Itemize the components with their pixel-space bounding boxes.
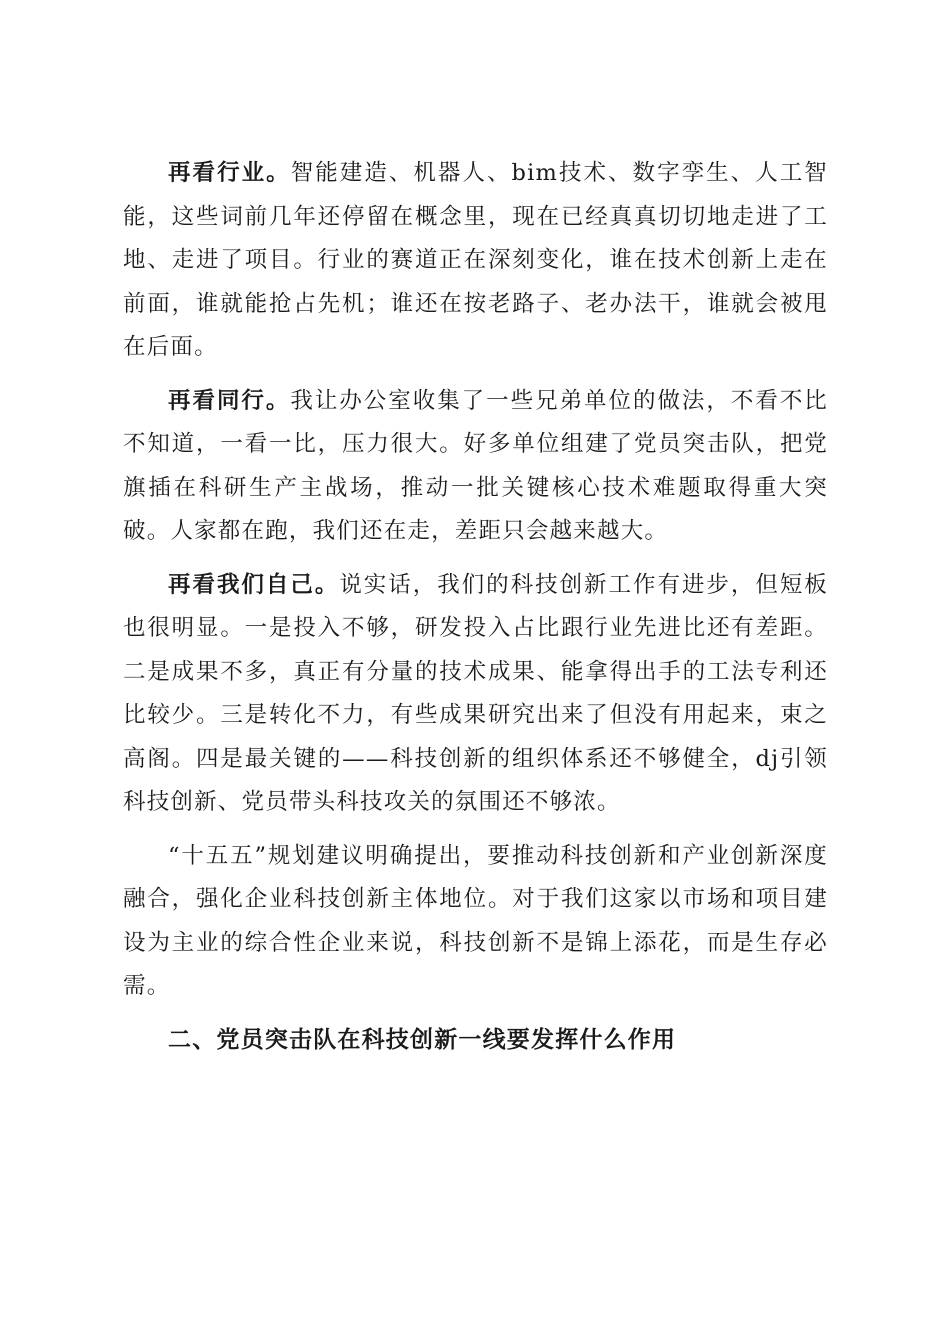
paragraph-text: 说实话，我们的科技创新工作有进步，但短板也很明显。一是投入不够，研发投入占比跟行业先进比还有差距。二是成果不多，真正有分量的技术成果、能拿得出手的工法专利还比较少。三是转化不力，有些成果研究出来了但没有用起来，束之高阁。四是最关键的——科技创新的组织体系还不够健全，dj引领科技创新、党员带头科技攻关的氛围还不够浓。 — [123, 571, 828, 815]
paragraph-lead: 再看我们自己。 — [168, 571, 340, 598]
paragraph-ourselves — [123, 564, 828, 825]
paragraph-lead: 再看行业。 — [168, 160, 291, 186]
paragraph-text: 我让办公室收集了一些兄弟单位的做法，不看不比不知道，一看一比，压力很大。好多单位组建了党员突击队，把党旗插在科研生产主战场，推动一批关键核心技术难题取得重大突破。人家都在跑，我们还在走，差距只会越来越大。 — [123, 387, 828, 544]
document-body — [123, 152, 828, 1072]
paragraph-plan — [123, 835, 828, 1009]
paragraph-text: 智能建造、机器人、bim技术、数字孪生、人工智能，这些词前几年还停留在概念里，现在已经真真切切地走进了工地、走进了项目。行业的赛道正在深刻变化，谁在技术创新上走在前面，谁就能抢占先机；谁还在按老路子、老办法干，谁就会被甩在后面。 — [123, 160, 828, 360]
paragraph-peers — [123, 380, 828, 554]
paragraph-text: “十五五”规划建议明确提出，要推动科技创新和产业创新深度融合，强化企业科技创新主体地位。对于我们这家以市场和项目建设为主业的综合性企业来说，科技创新不是锦上添花，而是生存必需。 — [123, 842, 828, 999]
section-heading: 二、党员突击队在科技创新一线要发挥什么作用 — [168, 1026, 677, 1053]
paragraph-lead: 再看同行。 — [168, 387, 291, 414]
paragraph-industry — [123, 152, 828, 370]
